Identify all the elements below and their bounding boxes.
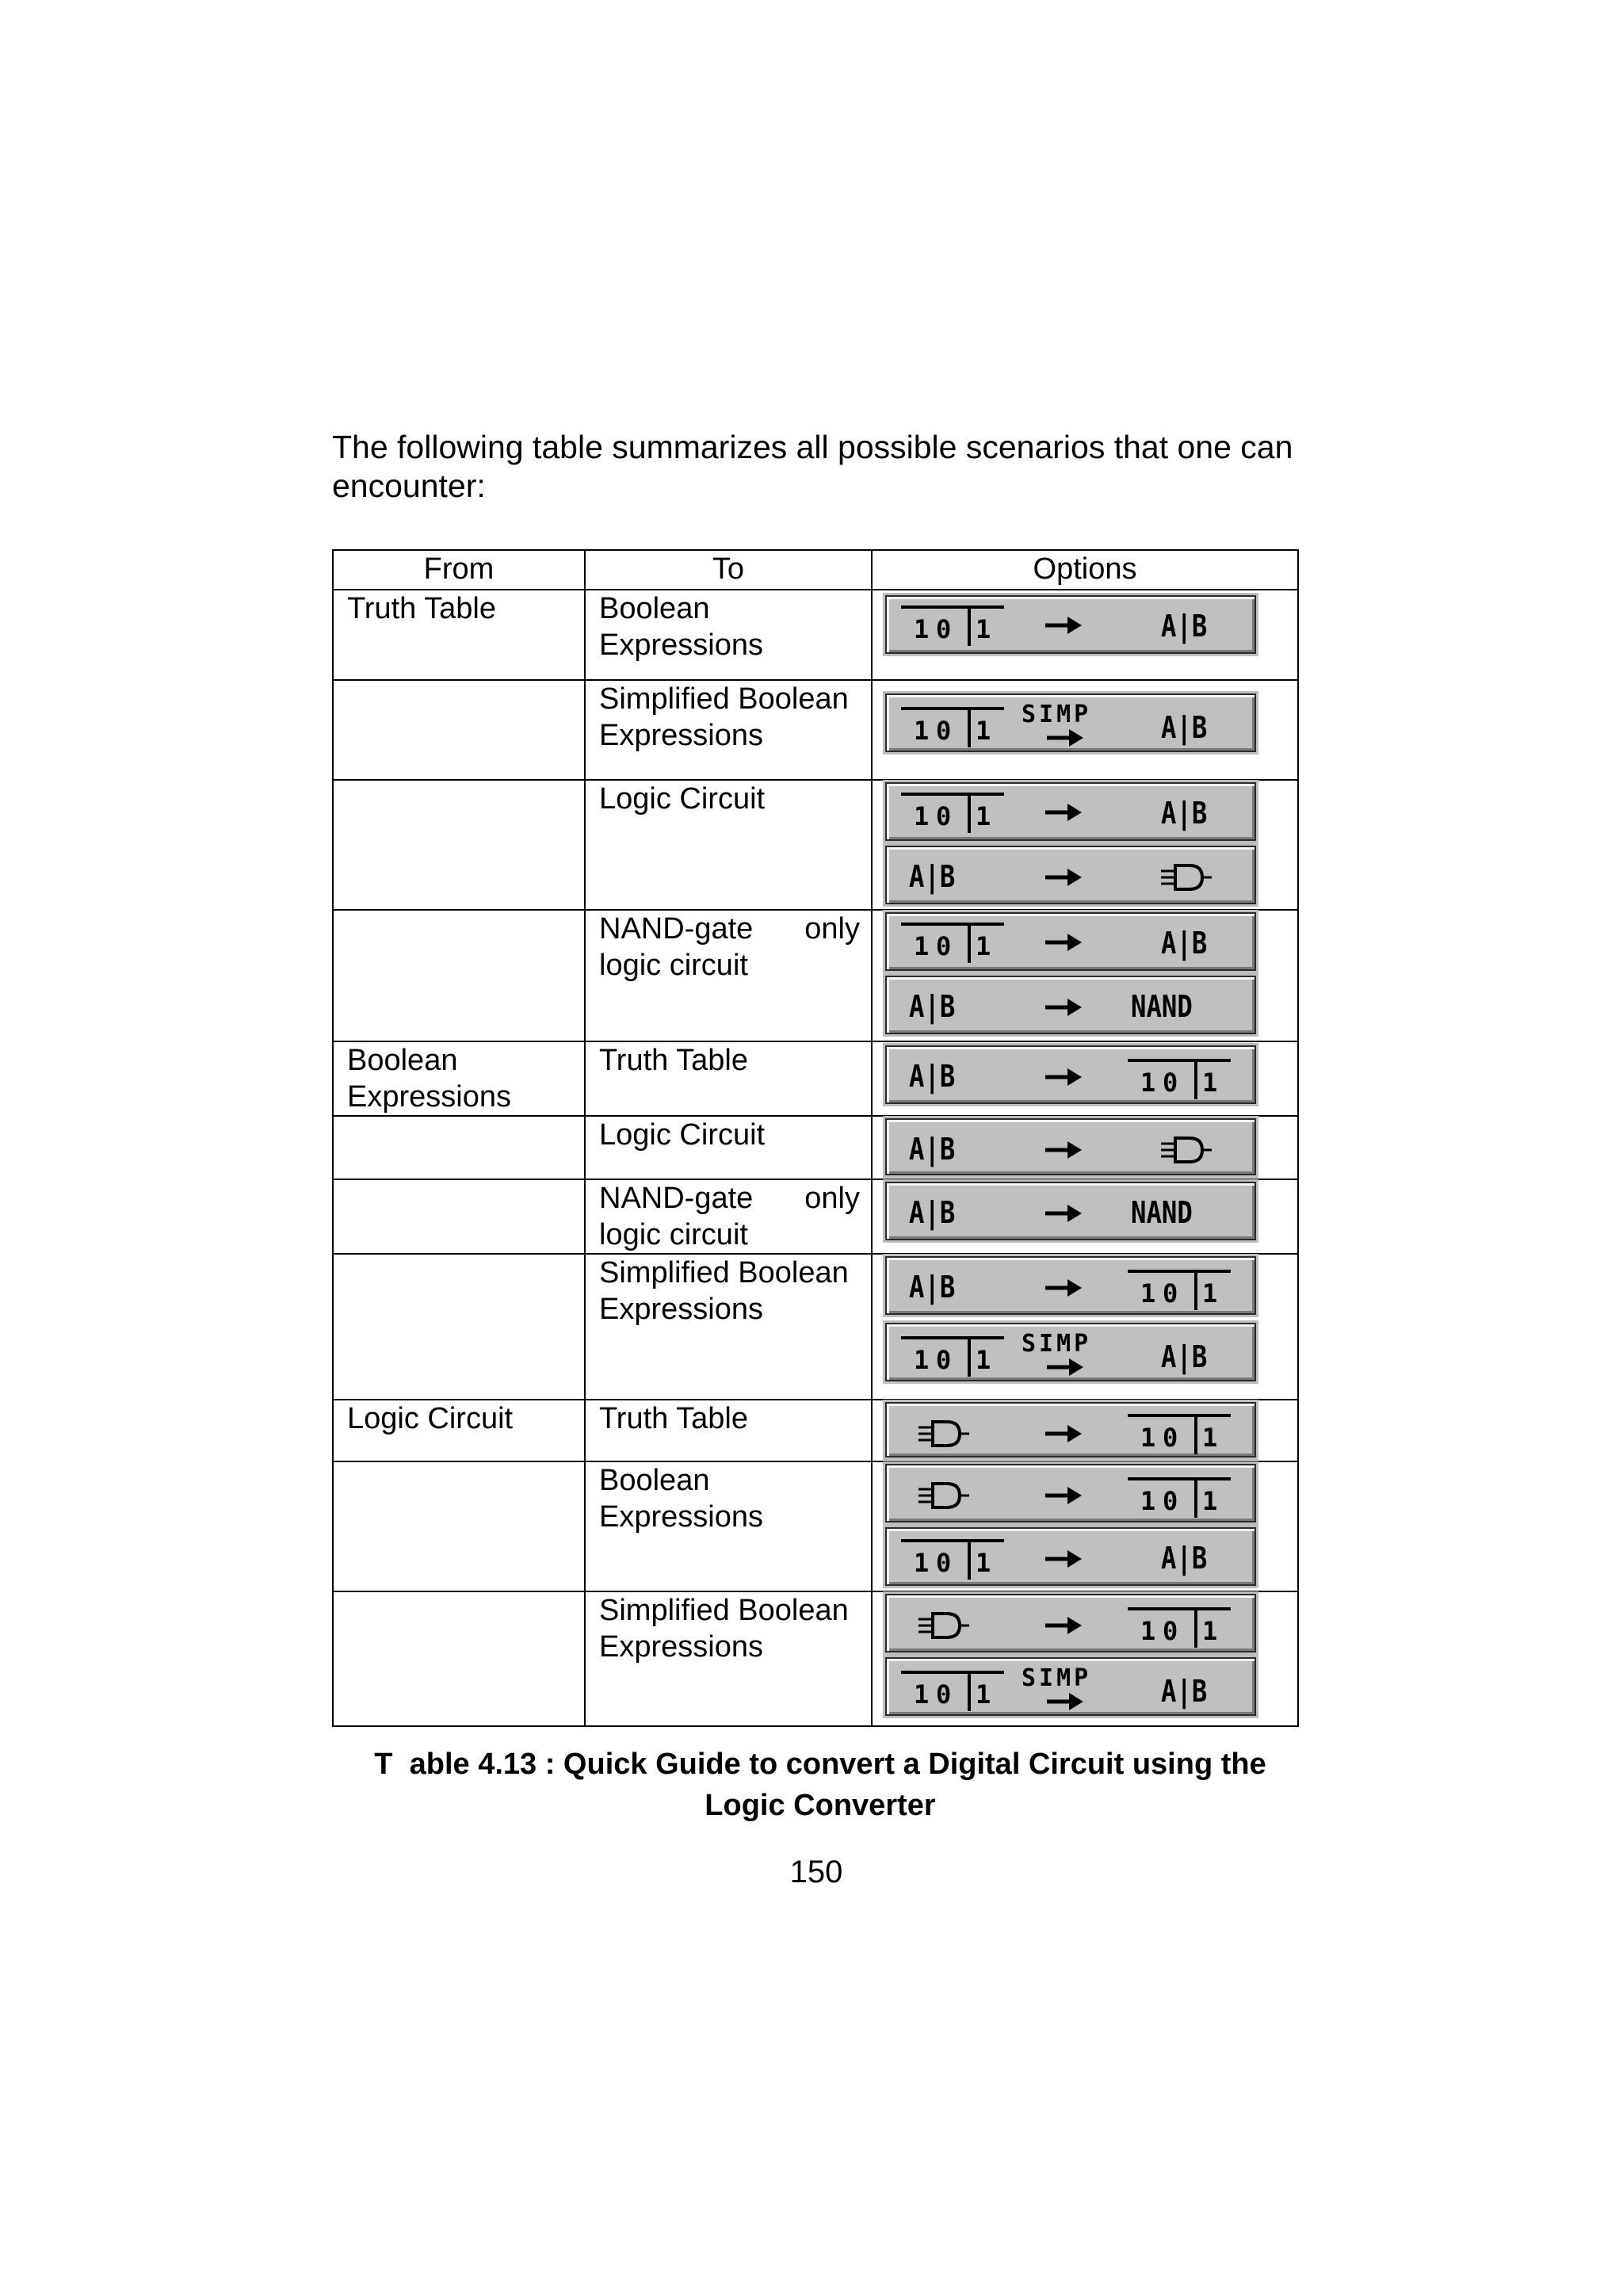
table-row [333,1116,1298,1179]
options-cell [872,1179,1298,1254]
options-cell [872,910,1298,1041]
to-cell: Logic Circuit [585,780,872,910]
from-cell [333,1254,585,1400]
from-cell [333,1591,585,1726]
from-cell [333,910,585,1041]
conversion-table [332,549,1299,1727]
table-row [333,680,1298,780]
to-cell: Boolean Expressions [585,590,872,680]
truth-table-to-simplified-expression-button[interactable] [885,1323,1256,1381]
from-cell: Logic Circuit [333,1400,585,1461]
from-cell [333,680,585,780]
table-row [333,1461,1298,1591]
to-cell: Boolean Expressions [585,1461,872,1591]
from-cell [333,1179,585,1254]
truth-table-to-simplified-expression-button[interactable] [885,1657,1256,1716]
to-cell: Truth Table [585,1041,872,1116]
options-cell [872,590,1298,680]
caption-line-1: T able 4.13 : Quick Guide to convert a Digital Circuit using the [374,1748,1266,1781]
page-number: 150 [789,1855,843,1889]
truth-table-to-simplified-expression-button[interactable] [885,693,1256,752]
to-cell: Simplified Boolean Expressions [585,680,872,780]
from-cell: Boolean Expressions [333,1041,585,1116]
to-cell: NAND-gate only logic circuit [585,1179,872,1254]
options-cell [872,680,1298,780]
expression-to-truth-table-button[interactable] [885,1256,1256,1315]
circuit-to-truth-table-button[interactable] [885,1464,1256,1522]
to-cell: Simplified Boolean Expressions [585,1254,872,1400]
table-row [333,1254,1298,1400]
from-cell [333,780,585,910]
table-row [333,590,1298,680]
expression-to-nand-button[interactable] [885,1182,1256,1240]
options-cell [872,1461,1298,1591]
from-cell [333,1116,585,1179]
to-cell: Truth Table [585,1400,872,1461]
header-to: To [585,550,872,590]
to-cell: NAND-gate only logic circuit [585,910,872,1041]
to-cell: Logic Circuit [585,1116,872,1179]
expression-to-circuit-button[interactable] [885,1118,1256,1175]
from-cell: Truth Table [333,590,585,680]
table-caption [317,1744,1323,1826]
expression-to-truth-table-button[interactable] [885,1045,1256,1104]
table-row [333,1179,1298,1254]
expression-to-circuit-button[interactable] [885,846,1256,904]
to-cell: Simplified Boolean Expressions [585,1591,872,1726]
options-cell [872,1116,1298,1179]
caption-line-2: Logic Converter [705,1789,936,1822]
table-header-row [333,550,1298,590]
from-cell [333,1461,585,1591]
header-options: Options [872,550,1298,590]
header-from: From [333,550,585,590]
options-cell [872,1400,1298,1461]
options-cell [872,780,1298,910]
options-cell [872,1254,1298,1400]
truth-table-to-expression-button[interactable] [885,1527,1256,1586]
table-row [333,1400,1298,1461]
options-cell [872,1041,1298,1116]
circuit-to-truth-table-button[interactable] [885,1594,1256,1652]
intro-paragraph: The following table summarizes all possible scenarios that one can encounter: [332,429,1293,504]
truth-table-to-expression-button[interactable] [885,782,1256,841]
circuit-to-truth-table-button[interactable] [885,1402,1256,1457]
expression-to-nand-button[interactable] [885,976,1256,1034]
options-cell [872,1591,1298,1726]
table-row [333,1041,1298,1116]
truth-table-to-expression-button[interactable] [885,912,1256,971]
table-row [333,1591,1298,1726]
table-row [333,910,1298,1041]
truth-table-to-expression-button[interactable] [885,595,1256,654]
table-row [333,780,1298,910]
